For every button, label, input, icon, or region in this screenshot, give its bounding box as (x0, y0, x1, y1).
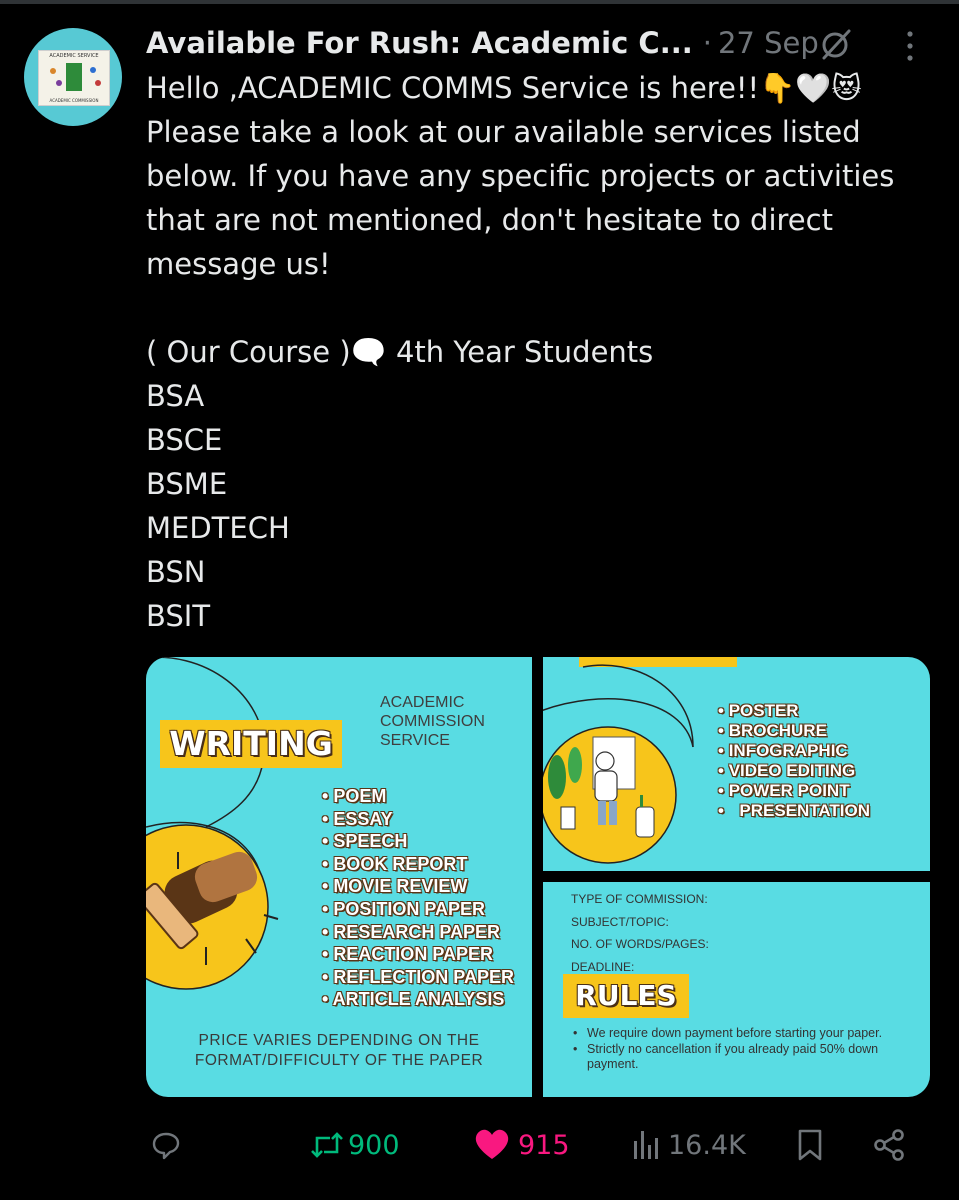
post-intro: Hello ,ACADEMIC COMMS Service is here!!👇🤍😻 (146, 71, 862, 105)
form-field-label: TYPE OF COMMISSION: (571, 892, 708, 906)
paragraph-gap (146, 286, 936, 330)
rule-item: • We require down payment before starting your paper. (573, 1026, 913, 1042)
service-item: • SPEECH (322, 830, 514, 853)
post-actions-bar (146, 1122, 936, 1168)
post-date[interactable]: 27 Sep (717, 26, 819, 60)
course-item: BSCE (146, 423, 223, 457)
form-field-label: DEADLINE: (571, 959, 635, 974)
media-image-rules[interactable] (543, 882, 930, 1097)
writing-services-list (322, 785, 514, 1011)
service-item: • BROCHURE (718, 721, 870, 741)
grok-icon[interactable] (818, 26, 854, 62)
service-item: • POEM (322, 785, 514, 808)
like-button[interactable] (474, 1122, 570, 1168)
repost-button[interactable] (310, 1122, 400, 1168)
service-item: • INFOGRAPHIC (718, 741, 870, 761)
service-item: • MOVIE REVIEW (322, 875, 514, 898)
price-note-line: PRICE VARIES DEPENDING ON THE (198, 1032, 480, 1049)
course-item: BSA (146, 379, 205, 413)
price-note (146, 1031, 532, 1071)
service-item: • BOOK REPORT (322, 853, 514, 876)
academic-commission-service-label (380, 693, 485, 750)
course-item: BSME (146, 467, 228, 501)
like-count: 915 (518, 1129, 570, 1161)
form-field-label: NO. OF WORDS/PAGES: (571, 937, 709, 951)
avatar-top-text: ACADEMIC SERVICE (49, 53, 99, 59)
service-item-text: PRESENTATION (739, 801, 871, 820)
writing-banner: WRITING (160, 720, 342, 768)
reply-icon (150, 1129, 182, 1161)
views-count: 16.4K (668, 1129, 746, 1161)
course-heading: ( Our Course )🗨️ 4th Year Students (146, 335, 654, 369)
more-options-icon[interactable] (904, 30, 916, 62)
repost-count: 900 (348, 1129, 400, 1161)
media-image-writing[interactable] (146, 657, 532, 1097)
service-item: • REFLECTION PAPER (322, 966, 514, 989)
rules-list (573, 1026, 913, 1073)
reply-button[interactable] (150, 1122, 188, 1168)
top-divider (0, 0, 959, 4)
views-button[interactable] (632, 1122, 746, 1168)
header-line: COMMISSION (380, 713, 485, 730)
avatar-figures (47, 65, 103, 89)
service-item: • POSITION PAPER (322, 898, 514, 921)
service-item: • ESSAY (322, 808, 514, 831)
service-item: • RESEARCH PAPER (322, 921, 514, 944)
media-image-art[interactable] (543, 657, 930, 871)
header-line: ACADEMIC (380, 694, 465, 711)
views-bar-chart-icon (632, 1129, 662, 1161)
author-avatar[interactable] (24, 28, 122, 126)
form-field-label: SUBJECT/TOPIC: (571, 914, 669, 929)
art-services-list (718, 701, 870, 821)
post-text (146, 66, 936, 638)
bookmark-button[interactable] (796, 1122, 824, 1168)
share-icon (872, 1128, 906, 1162)
media-grid (146, 657, 930, 1097)
course-list (146, 374, 936, 638)
service-item-continued (718, 801, 870, 821)
repost-icon (310, 1129, 344, 1161)
post-body: Please take a look at our available services listed below. If you have any specific projects or activities that are not mentioned, don't hesitate to direct message us! (146, 115, 895, 281)
header-line: SERVICE (380, 732, 450, 749)
commission-form-fields (571, 888, 709, 978)
avatar-artwork (38, 50, 110, 106)
post-separator: · (702, 26, 712, 60)
service-item: • POSTER (718, 701, 870, 721)
rules-banner: RULES (563, 974, 689, 1018)
service-item: • POWER POINT (718, 781, 870, 801)
service-item: • VIDEO EDITING (718, 761, 870, 781)
bookmark-icon (796, 1128, 824, 1162)
avatar-bottom-text: ACADEMIC COMMISSION (49, 98, 99, 103)
rule-item: • Strictly no cancellation if you already paid 50% down payment. (573, 1042, 913, 1073)
heart-icon (474, 1129, 510, 1161)
service-item: • ARTICLE ANALYSIS (322, 988, 514, 1011)
author-name[interactable]: Available For Rush: Academic C... (146, 26, 693, 60)
service-item: • REACTION PAPER (322, 943, 514, 966)
price-note-line: FORMAT/DIFFICULTY OF THE PAPER (194, 1052, 484, 1069)
course-item: MEDTECH (146, 511, 290, 545)
course-item: BSN (146, 555, 206, 589)
share-button[interactable] (872, 1122, 906, 1168)
course-item: BSIT (146, 599, 211, 633)
